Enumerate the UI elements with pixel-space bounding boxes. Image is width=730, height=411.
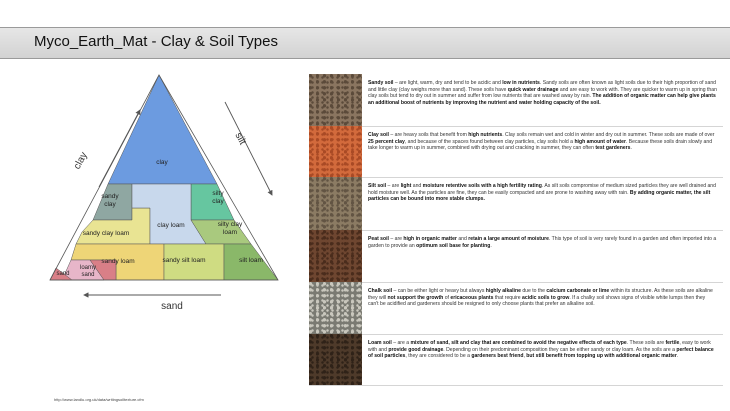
label-silt-loam: silt loam [239, 257, 263, 264]
label-loamy-sand: loamy sand [79, 265, 97, 278]
soil-row-sandy [309, 74, 723, 127]
page-title: Myco_Earth_Mat - Clay & Soil Types [34, 33, 278, 50]
region-clay [108, 75, 217, 184]
axis-label-silt: silt [232, 130, 248, 147]
silt-soil-description: Silt soil – are light and moisture retentive soils with a high fertility rating. As silt soils compromise of medium sized particles they are well drained and hold moisture well. As the particles are fine, they can be easily compacted and are prone to washing away with rain. By adding organic matter, the silt particles can be bound into more stable clumps. [368, 183, 716, 203]
soil-row-chalk [309, 282, 723, 335]
chalk-soil-swatch [309, 282, 362, 334]
peat-soil-swatch [309, 230, 362, 282]
soil-row-clay [309, 126, 723, 178]
clay-soil-swatch [309, 126, 362, 177]
label-silty-clay-loam: silty clay loam [217, 221, 243, 236]
label-silty-clay: silty clay [212, 190, 224, 205]
soil-row-silt [309, 177, 723, 231]
silt-soil-swatch [309, 177, 362, 230]
soil-row-loam [309, 334, 723, 386]
chalk-soil-description: Chalk soil – can be either light or heavy but always highly alkaline due to the calcium carbonate or lime within its structure. As these soils are alkaline they will not support the growth of ericaceous plants that require acidic soils to grow. If a chalky soil shows signs of visible white lumps then they can't be acidified and gardeners should be resigned to only choose plants that prefer an alkaline soil. [368, 288, 713, 308]
soil-types-panel [309, 74, 723, 385]
title-bar [0, 27, 730, 59]
axis-label-sand: sand [161, 301, 183, 312]
loam-soil-swatch [309, 334, 362, 385]
sandy-soil-description: Sandy soil – are light, warm, dry and tend to be acidic and low in nutrients. Sandy soils are often known as light soils due to their high proportion of sand and little clay (clay weighs more than sand). These soils have quick water drainage and are easy to work with. They are quicker to warm up in spring than clay soils but tend to dry out in summer and suffer from low nutrients that are washed away by rain. The addition of organic matter can help give plants an additional boost of nutrients by improving the nutrient and water holding capacity of the soil. [368, 80, 717, 106]
label-sandy-silt-loam: sandy silt loam [162, 257, 206, 264]
loam-soil-description: Loam soil – are a mixture of sand, silt and clay that are combined to avoid the negative effects of each type. These soils are fertile, easy to work with and provide good drainage. Depending on their predominant composition they can be either sandy or clay loam. As the soils are a perfect balance of soil particles, they are considered to be a gardeners best friend, but still benefit from topping up with additional organic matter. [368, 340, 714, 360]
source-url: http://www.landlu.org.uk/data/writingsoiltexture.cfm [54, 397, 144, 402]
label-sand-region: sand [56, 271, 70, 277]
label-sandy-clay-loam: sandy clay loam [82, 230, 130, 237]
axis-label-clay: clay [71, 150, 90, 172]
label-clay: clay [156, 159, 168, 166]
soil-row-peat [309, 230, 723, 283]
label-clay-loam: clay loam [157, 222, 185, 229]
sandy-soil-swatch [309, 74, 362, 126]
label-sandy-clay: sandy clay [101, 193, 119, 208]
soil-texture-triangle [46, 72, 286, 312]
peat-soil-description: Peat soil – are high in organic matter and retain a large amount of moisture. This type of soil is very rarely found in a garden and often imported into a garden to provide an optimum soil base for planting. [368, 236, 717, 249]
label-sandy-loam: sandy loam [101, 258, 135, 265]
clay-soil-description: Clay soil – are heavy soils that benefit from high nutrients. Clay soils remain wet and cold in winter and dry out in summer. These soils are made of over 25 percent clay, and because of the spaces found between clay particles, clay soils hold a high amount of water. Because these soils drain slowly and take longer to warm up in summer, combined with drying out and cracking in summer, they can often test gardeners. [368, 132, 715, 152]
